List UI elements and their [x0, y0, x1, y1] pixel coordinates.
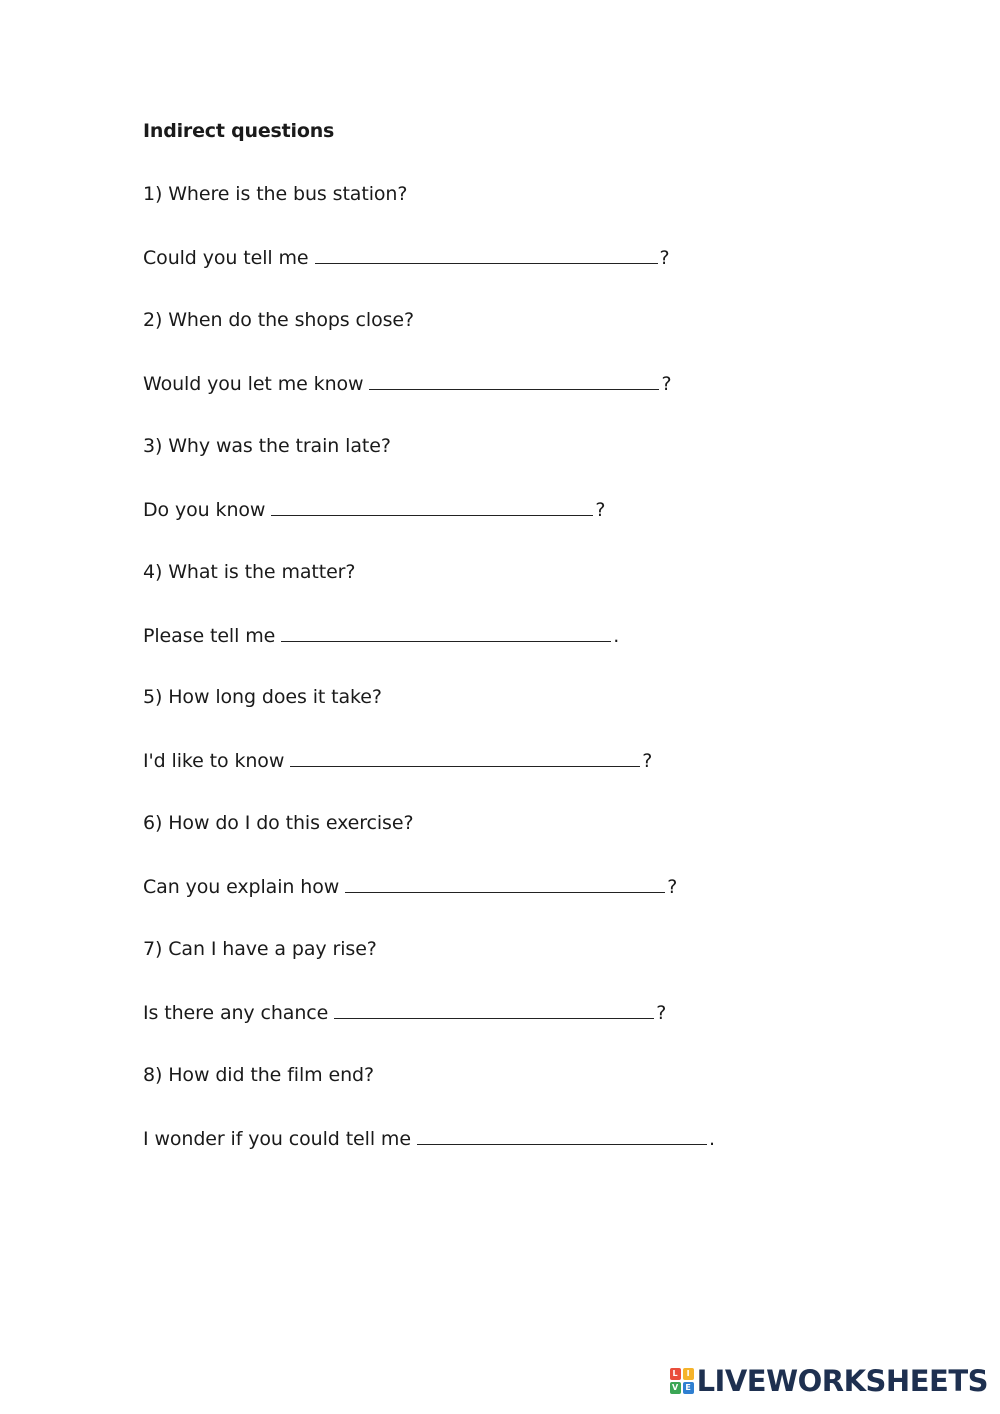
liveworksheets-logo-icon: [670, 1368, 694, 1394]
answer-blank-2[interactable]: [369, 372, 659, 390]
answer-line-1: [143, 246, 670, 269]
logo-text: LIVEWORKSHEETS: [696, 1364, 988, 1398]
answer-prompt-3: Do you know: [143, 499, 266, 521]
answer-line-8: [143, 1127, 715, 1150]
answer-prompt-7: Is there any chance: [143, 1002, 329, 1024]
answer-blank-5[interactable]: [290, 749, 640, 767]
question-6: 6) How do I do this exercise?: [143, 812, 414, 834]
question-4: 4) What is the matter?: [143, 561, 356, 583]
answer-end-2: ?: [661, 373, 672, 395]
logo-tile-v: V: [670, 1382, 681, 1394]
answer-end-7: ?: [656, 1002, 667, 1024]
question-1: 1) Where is the bus station?: [143, 183, 408, 205]
answer-blank-1[interactable]: [315, 246, 658, 264]
answer-end-4: .: [613, 625, 620, 647]
answer-blank-3[interactable]: [271, 498, 593, 516]
answer-blank-6[interactable]: [345, 875, 665, 893]
answer-blank-7[interactable]: [334, 1001, 654, 1019]
answer-line-5: [143, 749, 652, 772]
question-3: 3) Why was the train late?: [143, 435, 391, 457]
answer-line-3: [143, 498, 605, 521]
question-8: 8) How did the film end?: [143, 1064, 374, 1086]
answer-prompt-8: I wonder if you could tell me: [143, 1128, 411, 1150]
answer-prompt-5: I'd like to know: [143, 750, 285, 772]
answer-line-6: [143, 875, 677, 898]
answer-prompt-6: Can you explain how: [143, 876, 340, 898]
answer-line-7: [143, 1001, 666, 1024]
answer-end-8: .: [708, 1128, 715, 1150]
answer-prompt-4: Please tell me: [143, 625, 276, 647]
answer-line-4: [143, 624, 619, 647]
answer-blank-4[interactable]: [281, 624, 611, 642]
liveworksheets-logo[interactable]: [670, 1364, 988, 1398]
answer-prompt-2: Would you let me know: [143, 373, 364, 395]
answer-end-6: ?: [667, 876, 678, 898]
logo-tile-i: I: [683, 1368, 694, 1380]
answer-end-1: ?: [659, 247, 670, 269]
question-2: 2) When do the shops close?: [143, 309, 414, 331]
page-title: Indirect questions: [143, 120, 335, 142]
logo-tile-l: L: [670, 1368, 681, 1380]
answer-end-5: ?: [642, 750, 653, 772]
question-7: 7) Can I have a pay rise?: [143, 938, 377, 960]
question-5: 5) How long does it take?: [143, 686, 382, 708]
answer-line-2: [143, 372, 671, 395]
answer-blank-8[interactable]: [417, 1127, 707, 1145]
answer-end-3: ?: [595, 499, 606, 521]
logo-tile-e: E: [683, 1382, 694, 1394]
answer-prompt-1: Could you tell me: [143, 247, 309, 269]
